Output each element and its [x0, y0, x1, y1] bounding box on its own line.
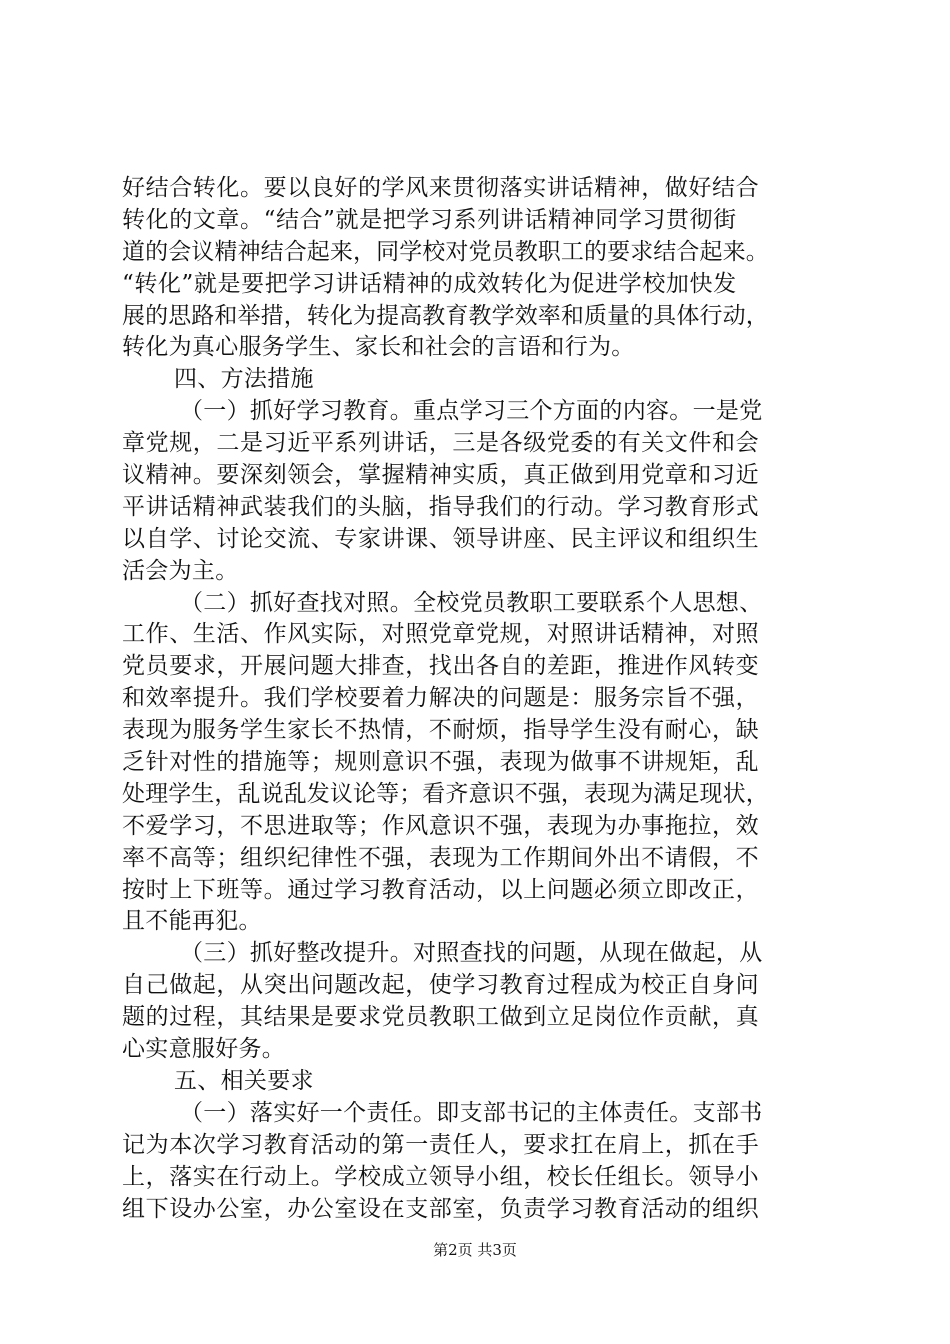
- text-line: 平讲话精神武装我们的头脑，指导我们的行动。学习教育形式: [122, 493, 760, 520]
- text-line: （一）落实好一个责任。即支部书记的主体责任。支部书: [180, 1099, 763, 1126]
- text-line: 章党规，二是习近平系列讲话，三是各级党委的有关文件和会: [122, 430, 760, 457]
- text-line: 按时上下班等。通过学习教育活动，以上问题必须立即改正，: [122, 876, 760, 903]
- text-line: 心实意服好务。: [122, 1036, 286, 1063]
- text-line: 工作、生活、作风实际，对照党章党规，对照讲话精神，对照: [122, 621, 760, 648]
- document-body: [122, 173, 842, 1225]
- text-line: （一）抓好学习教育。重点学习三个方面的内容。一是党: [180, 398, 763, 425]
- text-line: 组下设办公室，办公室设在支部室，负责学习教育活动的组织: [122, 1195, 760, 1222]
- text-line: 和效率提升。我们学校要着力解决的问题是：服务宗旨不强，: [122, 685, 760, 712]
- section-heading: 五、相关要求: [174, 1067, 314, 1094]
- text-line: 转化的文章。“结合”就是把学习系列讲话精神同学习贯彻街: [122, 206, 737, 233]
- text-line: 记为本次学习教育活动的第一责任人，要求扛在肩上，抓在手: [122, 1131, 760, 1158]
- text-line: 不爱学习，不思进取等；作风意识不强，表现为办事拖拉，效: [122, 812, 760, 839]
- text-line: 题的过程，其结果是要求党员教职工做到立足岗位作贡献，真: [122, 1004, 760, 1031]
- text-line: “转化”就是要把学习讲话精神的成效转化为促进学校加快发: [122, 270, 737, 297]
- text-line: 以自学、讨论交流、专家讲课、领导讲座、民主评议和组织生: [122, 525, 760, 552]
- text-line: 转化为真心服务学生、家长和社会的言语和行为。: [122, 334, 635, 361]
- text-line: 乏针对性的措施等；规则意识不强，表现为做事不讲规矩，乱: [122, 749, 760, 776]
- text-line: （三）抓好整改提升。对照查找的问题，从现在做起，从: [180, 940, 763, 967]
- text-line: 活会为主。: [122, 557, 239, 584]
- text-line: 且不能再犯。: [122, 908, 262, 935]
- section-heading: 四、方法措施: [174, 366, 314, 393]
- text-line: 道的会议精神结合起来，同学校对党员教职工的要求结合起来。: [122, 238, 769, 265]
- text-line: 处理学生，乱说乱发议论等；看齐意识不强，表现为满足现状，: [122, 780, 769, 807]
- text-line: 展的思路和举措，转化为提高教育教学效率和质量的具体行动，: [122, 302, 769, 329]
- text-line: 上，落实在行动上。学校成立领导小组，校长任组长。领导小: [122, 1163, 760, 1190]
- text-line: （二）抓好查找对照。全校党员教职工要联系个人思想、: [180, 589, 763, 616]
- text-line: 表现为服务学生家长不热情，不耐烦，指导学生没有耐心，缺: [122, 717, 760, 744]
- page-number: 第2页 共3页: [433, 1241, 517, 1259]
- text-line: 自己做起，从突出问题改起，使学习教育过程成为校正自身问: [122, 972, 760, 999]
- text-line: 好结合转化。要以良好的学风来贯彻落实讲话精神，做好结合: [122, 175, 760, 201]
- text-line: 率不高等；组织纪律性不强，表现为工作期间外出不请假，不: [122, 844, 760, 871]
- text-line: 议精神。要深刻领会，掌握精神实质，真正做到用党章和习近: [122, 462, 760, 489]
- page-footer: [0, 1240, 950, 1260]
- text-line: 党员要求，开展问题大排查，找出各自的差距，推进作风转变: [122, 653, 760, 680]
